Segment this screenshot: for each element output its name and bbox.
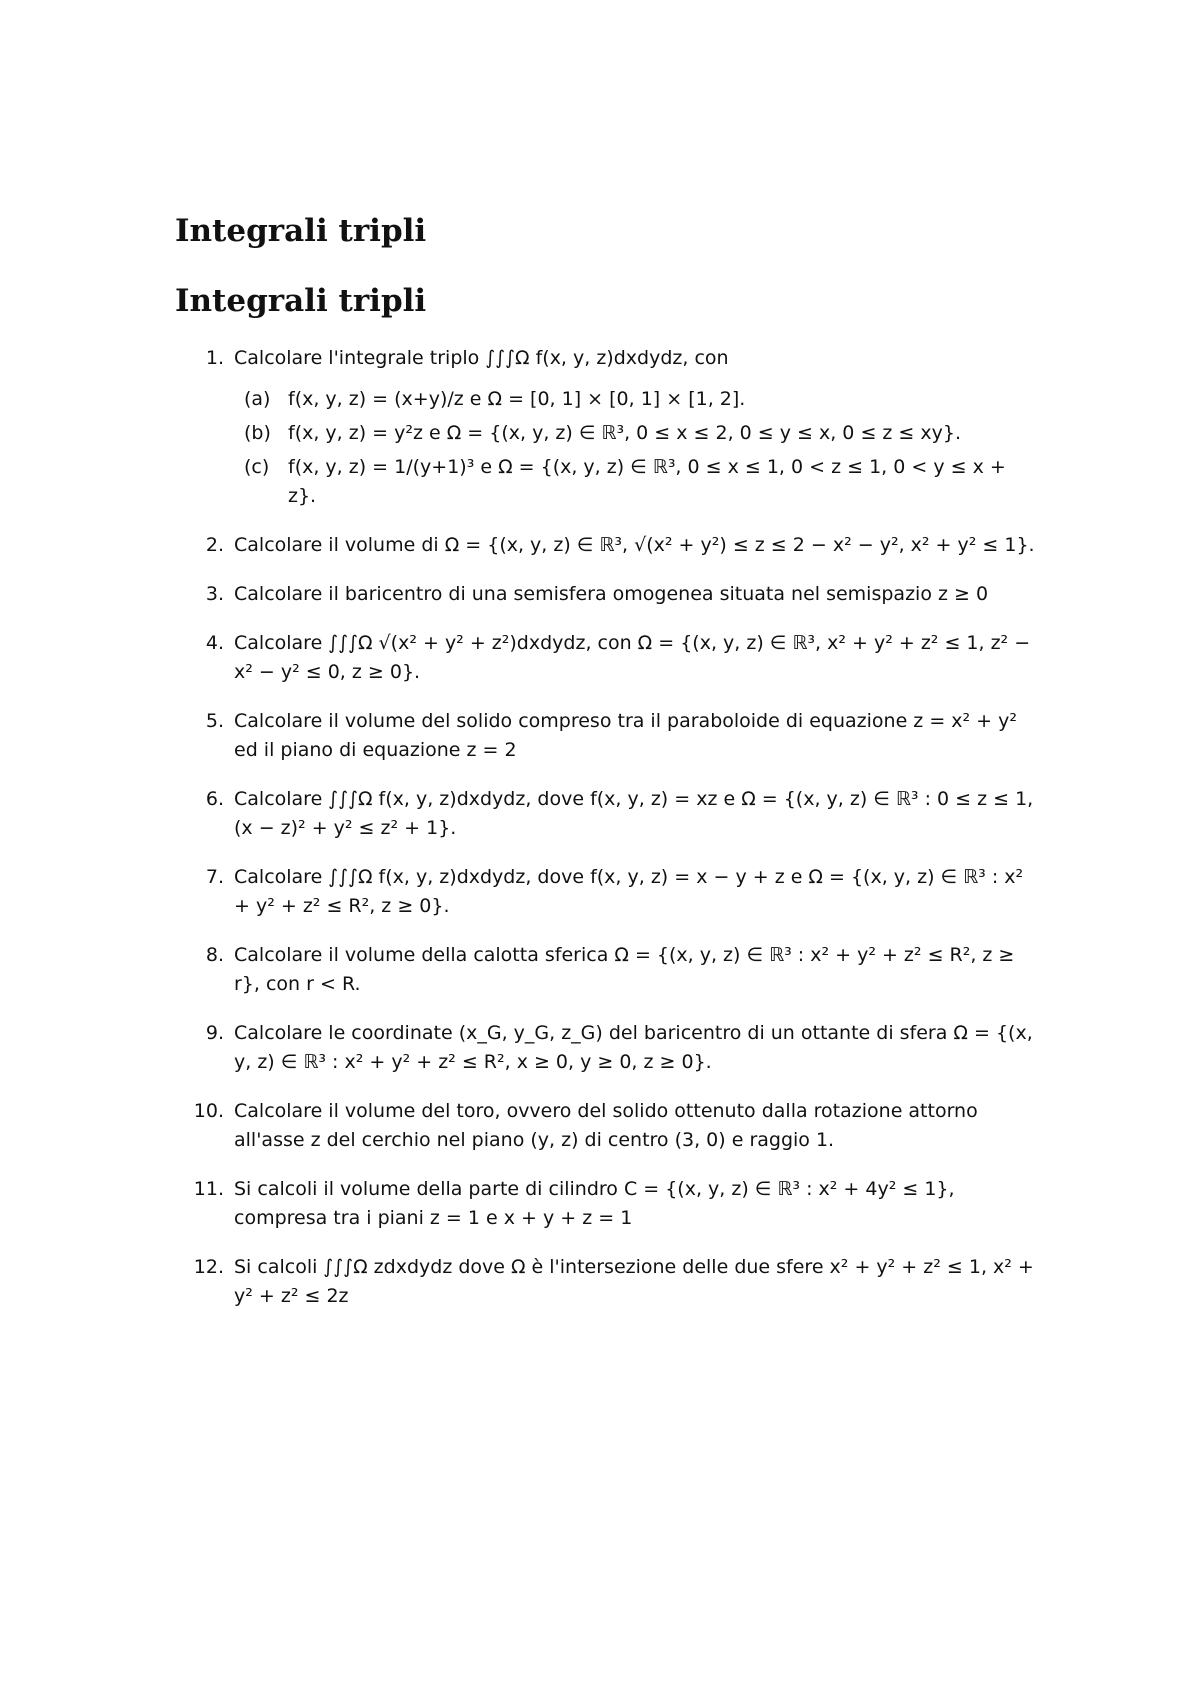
- problem-number: 6.: [205, 788, 224, 810]
- problem-number: 4.: [205, 632, 224, 654]
- problem-number: 12.: [193, 1256, 224, 1278]
- problem-item: [175, 344, 1035, 511]
- problem-item: [175, 1019, 1035, 1077]
- subproblem-list: [234, 385, 1035, 511]
- problem-item: [175, 531, 1035, 560]
- subproblem-item: [234, 385, 1035, 414]
- problem-item: [175, 1253, 1035, 1311]
- problem-item: [175, 1175, 1035, 1233]
- problem-item: [175, 580, 1035, 609]
- problem-text: Calcolare ∫∫∫Ω √(x² + y² + z²)dxdydz, con Ω = {(x, y, z) ∈ ℝ³, x² + y² + z² ≤ 1, z² − x² − y² ≤ 0, z ≥ 0}.: [234, 632, 1031, 683]
- problem-item: [175, 941, 1035, 999]
- subproblem-item: [234, 453, 1035, 511]
- problem-text: Calcolare il volume della calotta sferica Ω = {(x, y, z) ∈ ℝ³ : x² + y² + z² ≤ R², z ≥ r}, con r < R.: [234, 944, 1015, 995]
- problem-text: Calcolare il baricentro di una semisfera omogenea situata nel semispazio z ≥ 0: [234, 583, 989, 605]
- problem-text: Si calcoli il volume della parte di cilindro C = {(x, y, z) ∈ ℝ³ : x² + 4y² ≤ 1}, compresa tra i piani z = 1 e x + y + z = 1: [234, 1178, 955, 1229]
- problem-text: Calcolare le coordinate (x_G, y_G, z_G) del baricentro di un ottante di sfera Ω = {(x, y, z) ∈ ℝ³ : x² + y² + z² ≤ R², x ≥ 0, y ≥ 0, z ≥ 0}.: [234, 1022, 1033, 1073]
- problem-item: [175, 629, 1035, 687]
- problem-text: Calcolare il volume del solido compreso tra il paraboloide di equazione z = x² + y² ed il piano di equazione z = 2: [234, 710, 1017, 761]
- subproblem-text: f(x, y, z) = 1/(y+1)³ e Ω = {(x, y, z) ∈ ℝ³, 0 ≤ x ≤ 1, 0 < z ≤ 1, 0 < y ≤ x + z}.: [288, 456, 1006, 507]
- problem-number: 7.: [205, 866, 224, 888]
- problem-text: Calcolare ∫∫∫Ω f(x, y, z)dxdydz, dove f(x, y, z) = xz e Ω = {(x, y, z) ∈ ℝ³ : 0 ≤ z ≤ 1, (x − z)² + y² ≤ z² + 1}.: [234, 788, 1034, 839]
- subproblem-label: (b): [244, 422, 271, 444]
- problem-item: [175, 785, 1035, 843]
- section-title: Integrali tripli: [175, 283, 427, 319]
- page-title: Integrali tripli: [175, 213, 427, 249]
- problem-number: 8.: [205, 944, 224, 966]
- subproblem-text: f(x, y, z) = (x+y)/z e Ω = [0, 1] × [0, 1] × [1, 2].: [288, 388, 746, 410]
- problem-text: Calcolare l'integrale triplo ∫∫∫Ω f(x, y, z)dxdydz, con: [234, 347, 729, 369]
- problem-number: 10.: [193, 1100, 224, 1122]
- problem-text: Calcolare ∫∫∫Ω f(x, y, z)dxdydz, dove f(x, y, z) = x − y + z e Ω = {(x, y, z) ∈ ℝ³ : x² + y² + z² ≤ R², z ≥ 0}.: [234, 866, 1024, 917]
- problem-number: 2.: [205, 534, 224, 556]
- problem-text: Calcolare il volume di Ω = {(x, y, z) ∈ ℝ³, √(x² + y²) ≤ z ≤ 2 − x² − y², x² + y² ≤ 1}.: [234, 534, 1035, 556]
- subproblem-label: (a): [244, 388, 271, 410]
- problem-text: Si calcoli ∫∫∫Ω zdxdydz dove Ω è l'intersezione delle due sfere x² + y² + z² ≤ 1, x² + y² + z² ≤ 2z: [234, 1256, 1034, 1307]
- problem-number: 9.: [205, 1022, 224, 1044]
- problem-item: [175, 707, 1035, 765]
- problem-number: 5.: [205, 710, 224, 732]
- problem-list: [175, 344, 1035, 1331]
- problem-item: [175, 1097, 1035, 1155]
- problem-number: 1.: [205, 347, 224, 369]
- subproblem-text: f(x, y, z) = y²z e Ω = {(x, y, z) ∈ ℝ³, 0 ≤ x ≤ 2, 0 ≤ y ≤ x, 0 ≤ z ≤ xy}.: [288, 422, 961, 444]
- problem-item: [175, 863, 1035, 921]
- subproblem-item: [234, 419, 1035, 448]
- problem-number: 3.: [205, 583, 224, 605]
- problem-number: 11.: [193, 1178, 224, 1200]
- problem-text: Calcolare il volume del toro, ovvero del solido ottenuto dalla rotazione attorno all'asse z del cerchio nel piano (y, z) di centro (3, 0) e raggio 1.: [234, 1100, 978, 1151]
- subproblem-label: (c): [244, 456, 270, 478]
